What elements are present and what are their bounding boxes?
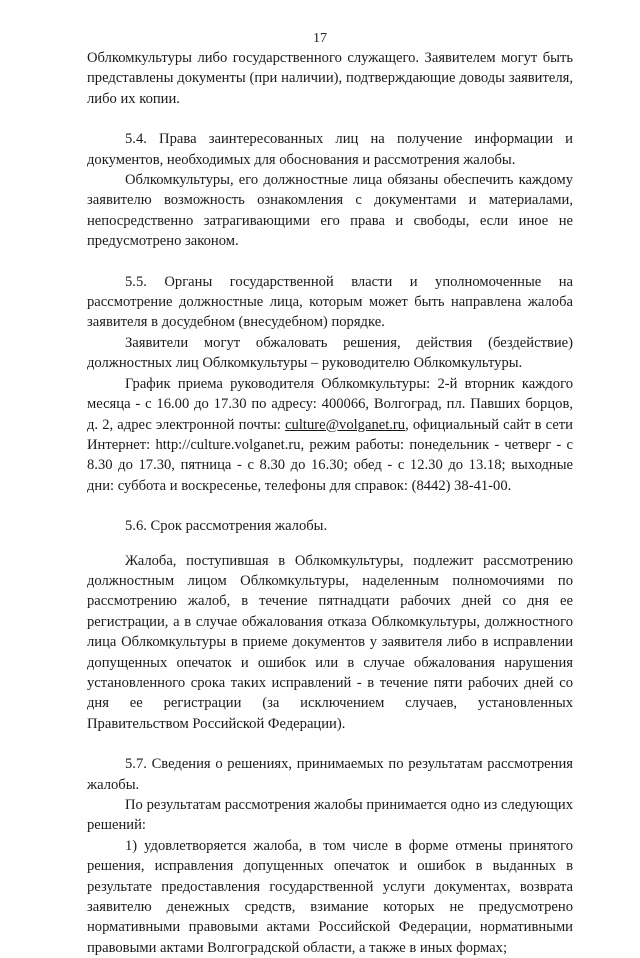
page-number: 17 <box>313 31 327 46</box>
section-5-5-heading: 5.5. Органы государственной власти и уполномоченные на рассмотрение должностные лица, которым может быть направлена жалоба заявителя в досудебном (внесудебном) порядке. <box>87 273 573 331</box>
paragraph-decisions-intro: По результатам рассмотрения жалобы принимается одно из следующих решений: <box>87 797 573 834</box>
document-body <box>87 48 573 958</box>
paragraph-appeal-authority: Заявители могут обжаловать решения, действия (бездействие) должностных лиц Облкомкультуры – руководителю Облкомкультуры. <box>87 334 573 372</box>
paragraph-decision-1: 1) удовлетворяется жалоба, в том числе в форме отмены принятого решения, исправления допущенных опечаток и ошибок в выданных в результате предоставления государственной услуги документах, возврата заявителю денежных средств, взимание которых не предусмотрено нормативными правовыми актами Российской Федерации, нормативными правовыми актами Волгоградской области, а также в иных формах; <box>87 837 573 956</box>
paragraph-review-period: Жалоба, поступившая в Облкомкультуры, подлежит рассмотрению должностным лицом Облкомкультуры, наделенным полномочиями по рассмотрению жалоб, в течение пятнадцати рабочих дней со дня ее регистрации, а в случае обжалования отказа Облкомкультуры, должностного лица Облкомкультуры в приеме документов у заявителя либо в исправлении допущенных опечаток и ошибок или в случае обжалования нарушения установленного срока таких исправлений - в течение пяти рабочих дней со дня ее регистрации (за исключением случаев, установленных Правительством Российской Федерации). <box>87 552 573 732</box>
email-link[interactable]: culture@volganet.ru <box>285 416 406 433</box>
paragraph-complaint-documents: Облкомкультуры либо государственного служащего. Заявителем могут быть представлены документы (при наличии), подтверждающие доводы заявителя, либо их копии. <box>87 50 573 107</box>
paragraph-access-rights: Облкомкультуры, его должностные лица обязаны обеспечить каждому заявителю возможность ознакомления с документами и материалами, непосредственно затрагивающими его права и свободы, если иное не предусмотрено законом. <box>87 172 573 250</box>
section-5-4-heading: 5.4. Права заинтересованных лиц на получение информации и документов, необходимых для обоснования и рассмотрения жалобы. <box>87 131 573 168</box>
section-5-6-heading: 5.6. Срок рассмотрения жалобы. <box>125 518 328 535</box>
paragraph-reception-schedule: График приема руководителя Облкомкультуры: 2-й вторник каждого месяца - с 16.00 до 17.30 по адресу: 400066, Волгоград, пл. Павших борцов, д. 2, адрес электронной почты: culture@volganet.ru, официальный сайт в сети Интернет: http://culture.volganet.ru, режим работы: понедельник - четверг - с 8.30 до 17.30, пятница - с 8.30 до 16.30; обед - с 12.30 до 13.18; выходные дни: суббота и воскресенье, телефоны для справок: (8442) 38-41-00. <box>87 375 573 494</box>
section-5-7-heading: 5.7. Сведения о решениях, принимаемых по результатам рассмотрения жалобы. <box>87 756 573 793</box>
